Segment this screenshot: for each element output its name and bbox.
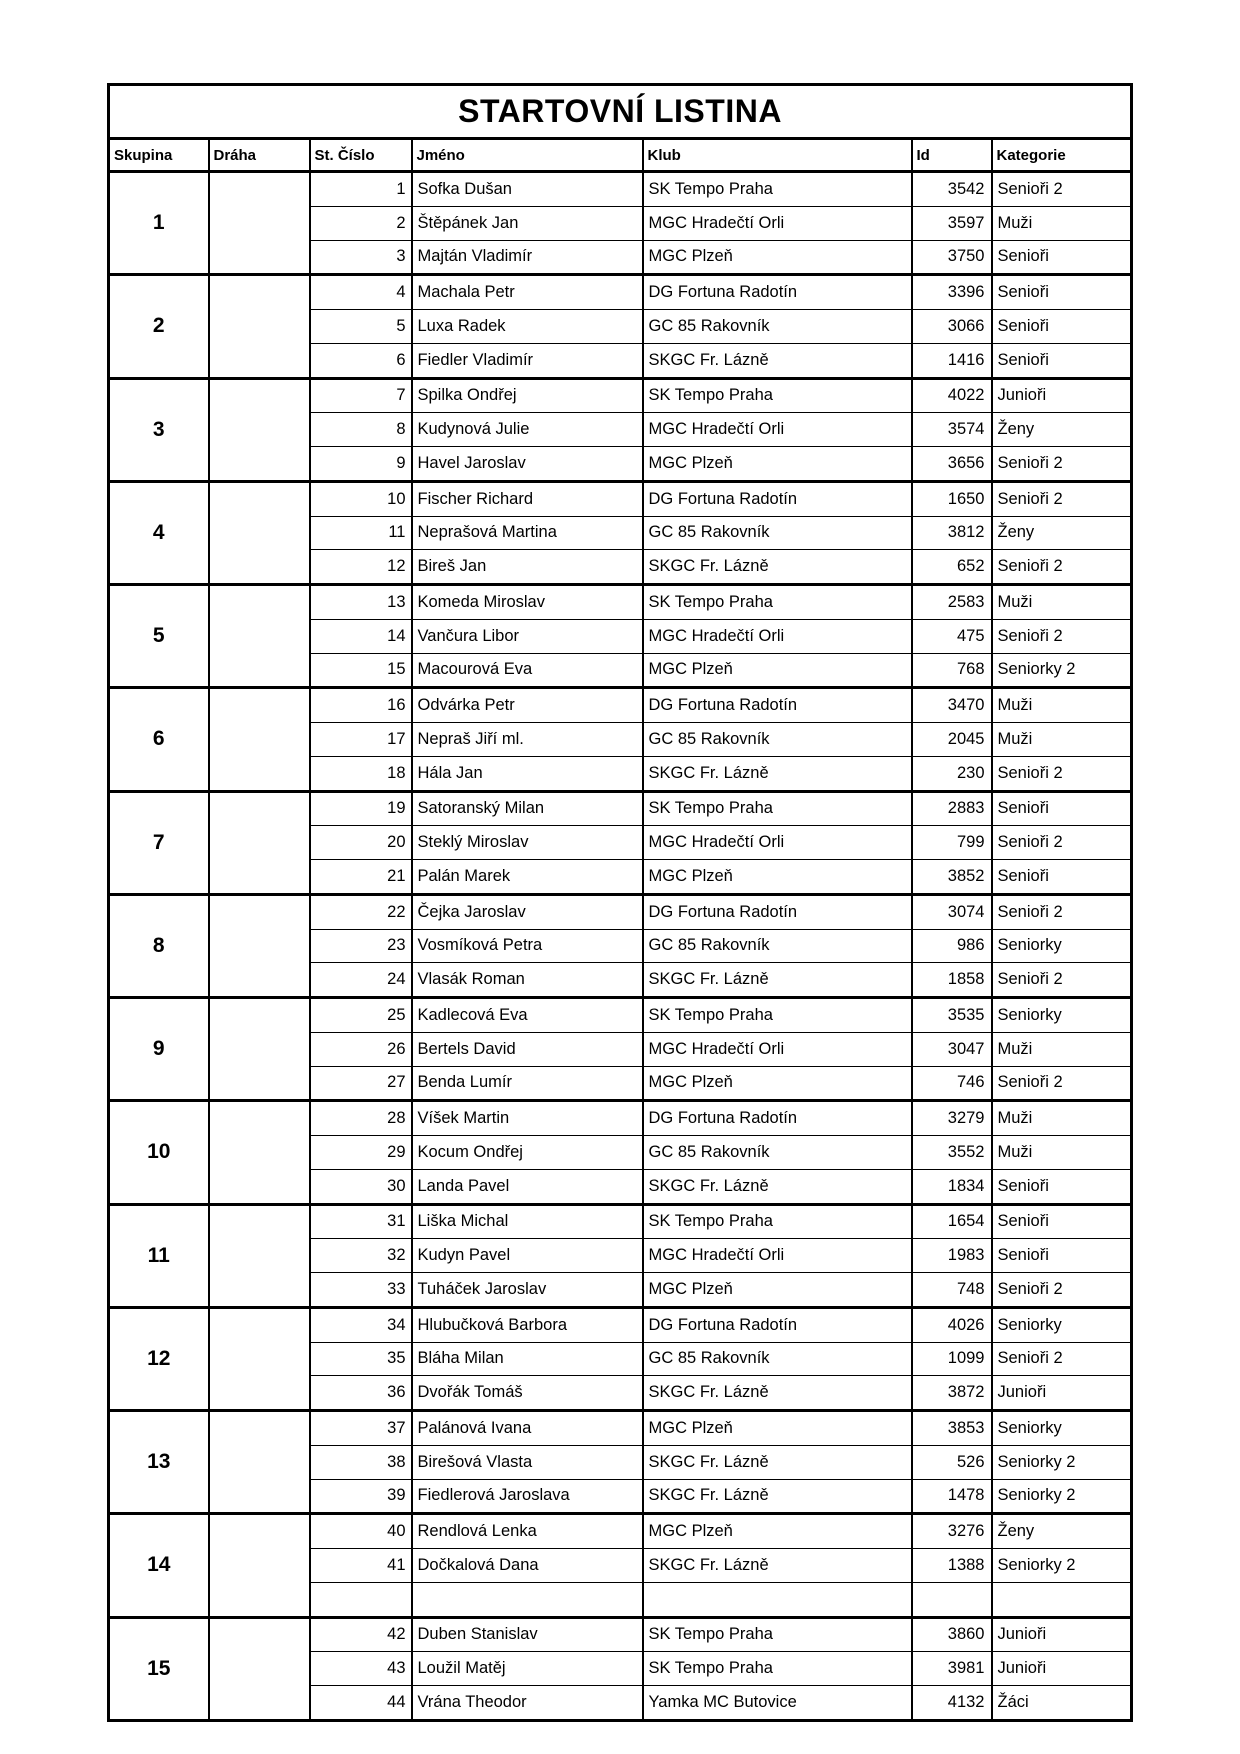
player-name-cell: Kudynová Julie xyxy=(412,413,643,447)
category-cell: Senioři xyxy=(992,860,1132,895)
category-cell: Ženy xyxy=(992,1514,1132,1549)
club-cell: SKGC Fr. Lázně xyxy=(643,1169,912,1204)
category-cell: Senioři 2 xyxy=(992,447,1132,482)
lane-cell xyxy=(209,172,310,275)
category-cell: Žáci xyxy=(992,1686,1132,1721)
start-number-cell: 40 xyxy=(310,1514,412,1549)
lane-cell xyxy=(209,998,310,1101)
id-cell: 3542 xyxy=(912,172,992,207)
category-cell: Seniorky xyxy=(992,998,1132,1033)
club-cell: MGC Hradečtí Orli xyxy=(643,1032,912,1066)
start-number-cell: 24 xyxy=(310,963,412,998)
group-number-cell: 7 xyxy=(109,791,209,894)
club-cell: SKGC Fr. Lázně xyxy=(643,1549,912,1583)
start-number-cell: 42 xyxy=(310,1617,412,1652)
club-cell: MGC Hradečtí Orli xyxy=(643,206,912,240)
id-cell: 3276 xyxy=(912,1514,992,1549)
club-cell: SK Tempo Praha xyxy=(643,998,912,1033)
club-cell: SKGC Fr. Lázně xyxy=(643,1376,912,1411)
column-header-row xyxy=(109,139,1132,172)
start-number-cell: 21 xyxy=(310,860,412,895)
id-cell: 1983 xyxy=(912,1239,992,1273)
player-name-cell: Komeda Miroslav xyxy=(412,585,643,620)
group-number-cell: 8 xyxy=(109,894,209,997)
id-cell: 3597 xyxy=(912,206,992,240)
table-row xyxy=(109,1307,1132,1342)
player-name-cell: Tuháček Jaroslav xyxy=(412,1273,643,1308)
player-name-cell: Liška Michal xyxy=(412,1204,643,1239)
id-cell: 475 xyxy=(912,619,992,653)
club-cell: GC 85 Rakovník xyxy=(643,516,912,550)
table-row xyxy=(109,1101,1132,1136)
id-cell: 3872 xyxy=(912,1376,992,1411)
lane-cell xyxy=(209,1101,310,1204)
start-number-cell: 18 xyxy=(310,756,412,791)
id-cell: 3470 xyxy=(912,688,992,723)
player-name-cell: Majtán Vladimír xyxy=(412,240,643,275)
player-name-cell: Fischer Richard xyxy=(412,481,643,516)
category-cell: Senioři 2 xyxy=(992,963,1132,998)
category-cell: Seniorky 2 xyxy=(992,1479,1132,1514)
club-cell: MGC Plzeň xyxy=(643,653,912,688)
player-name-cell: Dočkalová Dana xyxy=(412,1549,643,1583)
table-row xyxy=(109,275,1132,310)
start-number-cell: 12 xyxy=(310,550,412,585)
group-number-cell: 10 xyxy=(109,1101,209,1204)
category-cell: Seniorky 2 xyxy=(992,1445,1132,1479)
player-name-cell: Sofka Dušan xyxy=(412,172,643,207)
club-cell: SK Tempo Praha xyxy=(643,585,912,620)
club-cell: SK Tempo Praha xyxy=(643,172,912,207)
start-number-cell: 34 xyxy=(310,1307,412,1342)
start-number-cell: 11 xyxy=(310,516,412,550)
player-name-cell: Nepraš Jiří ml. xyxy=(412,723,643,757)
club-cell: SKGC Fr. Lázně xyxy=(643,1479,912,1514)
player-name-cell: Hála Jan xyxy=(412,756,643,791)
player-name-cell: Landa Pavel xyxy=(412,1169,643,1204)
player-name-cell: Steklý Miroslav xyxy=(412,826,643,860)
group-number-cell: 1 xyxy=(109,172,209,275)
id-cell: 1416 xyxy=(912,343,992,378)
club-cell: MGC Plzeň xyxy=(643,447,912,482)
category-cell: Senioři xyxy=(992,310,1132,344)
category-cell: Seniorky xyxy=(992,1411,1132,1446)
start-number-cell xyxy=(310,1582,412,1617)
id-cell: 3552 xyxy=(912,1136,992,1170)
player-name-cell: Machala Petr xyxy=(412,275,643,310)
club-cell: SK Tempo Praha xyxy=(643,378,912,413)
id-cell: 3812 xyxy=(912,516,992,550)
lane-cell xyxy=(209,1411,310,1514)
category-cell: Seniorky xyxy=(992,1307,1132,1342)
header-jmeno: Jméno xyxy=(412,139,643,172)
id-cell: 1650 xyxy=(912,481,992,516)
player-name-cell: Palán Marek xyxy=(412,860,643,895)
id-cell: 3981 xyxy=(912,1652,992,1686)
player-name-cell: Víšek Martin xyxy=(412,1101,643,1136)
club-cell: GC 85 Rakovník xyxy=(643,1342,912,1376)
start-number-cell: 23 xyxy=(310,929,412,963)
club-cell: MGC Plzeň xyxy=(643,240,912,275)
id-cell: 3074 xyxy=(912,894,992,929)
player-name-cell: Duben Stanislav xyxy=(412,1617,643,1652)
start-number-cell: 33 xyxy=(310,1273,412,1308)
club-cell: DG Fortuna Radotín xyxy=(643,1307,912,1342)
start-number-cell: 5 xyxy=(310,310,412,344)
table-row xyxy=(109,1411,1132,1446)
player-name-cell: Kudyn Pavel xyxy=(412,1239,643,1273)
category-cell: Seniorky xyxy=(992,929,1132,963)
category-cell: Senioři 2 xyxy=(992,1342,1132,1376)
start-number-cell: 9 xyxy=(310,447,412,482)
player-name-cell: Spilka Ondřej xyxy=(412,378,643,413)
category-cell: Senioři xyxy=(992,275,1132,310)
club-cell: SKGC Fr. Lázně xyxy=(643,550,912,585)
start-number-cell: 28 xyxy=(310,1101,412,1136)
lane-cell xyxy=(209,585,310,688)
start-number-cell: 15 xyxy=(310,653,412,688)
group-number-cell: 3 xyxy=(109,378,209,481)
page-title: STARTOVNÍ LISTINA xyxy=(109,85,1132,139)
group-number-cell: 5 xyxy=(109,585,209,688)
id-cell: 3656 xyxy=(912,447,992,482)
player-name-cell: Neprašová Martina xyxy=(412,516,643,550)
lane-cell xyxy=(209,1617,310,1720)
player-name-cell: Havel Jaroslav xyxy=(412,447,643,482)
header-id: Id xyxy=(912,139,992,172)
group-number-cell: 15 xyxy=(109,1617,209,1720)
player-name-cell: Bertels David xyxy=(412,1032,643,1066)
club-cell: MGC Plzeň xyxy=(643,1411,912,1446)
id-cell: 1858 xyxy=(912,963,992,998)
lane-cell xyxy=(209,1514,310,1617)
category-cell: Junioři xyxy=(992,378,1132,413)
start-number-cell: 41 xyxy=(310,1549,412,1583)
club-cell: SK Tempo Praha xyxy=(643,1652,912,1686)
id-cell: 986 xyxy=(912,929,992,963)
lane-cell xyxy=(209,481,310,584)
club-cell xyxy=(643,1582,912,1617)
player-name-cell: Vančura Libor xyxy=(412,619,643,653)
lane-cell xyxy=(209,791,310,894)
club-cell: MGC Plzeň xyxy=(643,860,912,895)
id-cell: 746 xyxy=(912,1066,992,1101)
table-row xyxy=(109,688,1132,723)
id-cell: 768 xyxy=(912,653,992,688)
id-cell xyxy=(912,1582,992,1617)
start-number-cell: 6 xyxy=(310,343,412,378)
club-cell: MGC Plzeň xyxy=(643,1514,912,1549)
player-name-cell: Birešová Vlasta xyxy=(412,1445,643,1479)
start-number-cell: 3 xyxy=(310,240,412,275)
start-number-cell: 39 xyxy=(310,1479,412,1514)
start-number-cell: 32 xyxy=(310,1239,412,1273)
group-number-cell: 9 xyxy=(109,998,209,1101)
club-cell: SKGC Fr. Lázně xyxy=(643,756,912,791)
start-number-cell: 4 xyxy=(310,275,412,310)
group-number-cell: 14 xyxy=(109,1514,209,1617)
group-number-cell: 4 xyxy=(109,481,209,584)
club-cell: SKGC Fr. Lázně xyxy=(643,1445,912,1479)
club-cell: GC 85 Rakovník xyxy=(643,723,912,757)
category-cell: Muži xyxy=(992,1101,1132,1136)
group-number-cell: 13 xyxy=(109,1411,209,1514)
id-cell: 3279 xyxy=(912,1101,992,1136)
player-name-cell: Benda Lumír xyxy=(412,1066,643,1101)
start-number-cell: 22 xyxy=(310,894,412,929)
start-number-cell: 25 xyxy=(310,998,412,1033)
club-cell: MGC Hradečtí Orli xyxy=(643,1239,912,1273)
table-row xyxy=(109,172,1132,207)
category-cell: Seniorky 2 xyxy=(992,1549,1132,1583)
id-cell: 1388 xyxy=(912,1549,992,1583)
id-cell: 2583 xyxy=(912,585,992,620)
category-cell: Seniorky 2 xyxy=(992,653,1132,688)
header-st-cislo: St. Číslo xyxy=(310,139,412,172)
id-cell: 1834 xyxy=(912,1169,992,1204)
start-number-cell: 43 xyxy=(310,1652,412,1686)
id-cell: 1099 xyxy=(912,1342,992,1376)
start-number-cell: 35 xyxy=(310,1342,412,1376)
start-number-cell: 20 xyxy=(310,826,412,860)
id-cell: 3853 xyxy=(912,1411,992,1446)
category-cell xyxy=(992,1582,1132,1617)
table-row xyxy=(109,1204,1132,1239)
start-number-cell: 16 xyxy=(310,688,412,723)
table-row xyxy=(109,894,1132,929)
id-cell: 3574 xyxy=(912,413,992,447)
lane-cell xyxy=(209,1307,310,1410)
group-number-cell: 12 xyxy=(109,1307,209,1410)
player-name-cell: Luxa Radek xyxy=(412,310,643,344)
player-name-cell: Dvořák Tomáš xyxy=(412,1376,643,1411)
id-cell: 3852 xyxy=(912,860,992,895)
club-cell: SKGC Fr. Lázně xyxy=(643,963,912,998)
start-number-cell: 36 xyxy=(310,1376,412,1411)
lane-cell xyxy=(209,275,310,378)
header-klub: Klub xyxy=(643,139,912,172)
start-list-body xyxy=(109,172,1132,1721)
category-cell: Senioři xyxy=(992,1239,1132,1273)
table-row xyxy=(109,585,1132,620)
category-cell: Junioři xyxy=(992,1376,1132,1411)
id-cell: 3047 xyxy=(912,1032,992,1066)
category-cell: Ženy xyxy=(992,413,1132,447)
category-cell: Ženy xyxy=(992,516,1132,550)
header-skupina: Skupina xyxy=(109,139,209,172)
player-name-cell: Rendlová Lenka xyxy=(412,1514,643,1549)
group-number-cell: 2 xyxy=(109,275,209,378)
category-cell: Muži xyxy=(992,723,1132,757)
table-row xyxy=(109,378,1132,413)
category-cell: Senioři 2 xyxy=(992,172,1132,207)
player-name-cell: Fiedler Vladimír xyxy=(412,343,643,378)
category-cell: Senioři 2 xyxy=(992,481,1132,516)
club-cell: DG Fortuna Radotín xyxy=(643,688,912,723)
club-cell: MGC Hradečtí Orli xyxy=(643,413,912,447)
player-name-cell: Satoranský Milan xyxy=(412,791,643,826)
start-number-cell: 30 xyxy=(310,1169,412,1204)
header-draha: Dráha xyxy=(209,139,310,172)
title-row xyxy=(109,85,1132,139)
club-cell: GC 85 Rakovník xyxy=(643,310,912,344)
start-number-cell: 1 xyxy=(310,172,412,207)
player-name-cell: Fiedlerová Jaroslava xyxy=(412,1479,643,1514)
club-cell: Yamka MC Butovice xyxy=(643,1686,912,1721)
club-cell: DG Fortuna Radotín xyxy=(643,275,912,310)
group-number-cell: 6 xyxy=(109,688,209,791)
category-cell: Senioři xyxy=(992,240,1132,275)
category-cell: Senioři 2 xyxy=(992,826,1132,860)
player-name-cell: Odvárka Petr xyxy=(412,688,643,723)
lane-cell xyxy=(209,688,310,791)
club-cell: GC 85 Rakovník xyxy=(643,929,912,963)
start-number-cell: 27 xyxy=(310,1066,412,1101)
start-number-cell: 19 xyxy=(310,791,412,826)
club-cell: SK Tempo Praha xyxy=(643,791,912,826)
category-cell: Senioři 2 xyxy=(992,894,1132,929)
player-name-cell: Vosmíková Petra xyxy=(412,929,643,963)
start-number-cell: 26 xyxy=(310,1032,412,1066)
club-cell: MGC Plzeň xyxy=(643,1066,912,1101)
player-name-cell: Bláha Milan xyxy=(412,1342,643,1376)
id-cell: 230 xyxy=(912,756,992,791)
id-cell: 4132 xyxy=(912,1686,992,1721)
player-name-cell: Kocum Ondřej xyxy=(412,1136,643,1170)
lane-cell xyxy=(209,894,310,997)
start-number-cell: 44 xyxy=(310,1686,412,1721)
category-cell: Senioři xyxy=(992,1169,1132,1204)
start-list-table xyxy=(107,83,1133,1722)
lane-cell xyxy=(209,378,310,481)
category-cell: Senioři xyxy=(992,791,1132,826)
id-cell: 4022 xyxy=(912,378,992,413)
player-name-cell: Čejka Jaroslav xyxy=(412,894,643,929)
start-number-cell: 7 xyxy=(310,378,412,413)
club-cell: GC 85 Rakovník xyxy=(643,1136,912,1170)
table-row xyxy=(109,791,1132,826)
category-cell: Junioři xyxy=(992,1617,1132,1652)
club-cell: SK Tempo Praha xyxy=(643,1617,912,1652)
id-cell: 3535 xyxy=(912,998,992,1033)
category-cell: Senioři 2 xyxy=(992,550,1132,585)
start-number-cell: 17 xyxy=(310,723,412,757)
start-number-cell: 31 xyxy=(310,1204,412,1239)
lane-cell xyxy=(209,1204,310,1307)
club-cell: MGC Plzeň xyxy=(643,1273,912,1308)
id-cell: 1478 xyxy=(912,1479,992,1514)
category-cell: Senioři 2 xyxy=(992,756,1132,791)
start-number-cell: 37 xyxy=(310,1411,412,1446)
player-name-cell xyxy=(412,1582,643,1617)
id-cell: 2045 xyxy=(912,723,992,757)
category-cell: Muži xyxy=(992,206,1132,240)
id-cell: 1654 xyxy=(912,1204,992,1239)
id-cell: 3860 xyxy=(912,1617,992,1652)
player-name-cell: Kadlecová Eva xyxy=(412,998,643,1033)
club-cell: DG Fortuna Radotín xyxy=(643,481,912,516)
id-cell: 748 xyxy=(912,1273,992,1308)
club-cell: DG Fortuna Radotín xyxy=(643,1101,912,1136)
start-list-sheet xyxy=(107,83,1133,1722)
player-name-cell: Štěpánek Jan xyxy=(412,206,643,240)
player-name-cell: Palánová Ivana xyxy=(412,1411,643,1446)
player-name-cell: Loužil Matěj xyxy=(412,1652,643,1686)
table-row xyxy=(109,481,1132,516)
start-number-cell: 2 xyxy=(310,206,412,240)
start-number-cell: 10 xyxy=(310,481,412,516)
category-cell: Muži xyxy=(992,1136,1132,1170)
header-kategorie: Kategorie xyxy=(992,139,1132,172)
id-cell: 526 xyxy=(912,1445,992,1479)
id-cell: 3066 xyxy=(912,310,992,344)
club-cell: DG Fortuna Radotín xyxy=(643,894,912,929)
start-number-cell: 13 xyxy=(310,585,412,620)
player-name-cell: Hlubučková Barbora xyxy=(412,1307,643,1342)
table-row xyxy=(109,1514,1132,1549)
category-cell: Senioři 2 xyxy=(992,1273,1132,1308)
category-cell: Senioři xyxy=(992,1204,1132,1239)
id-cell: 4026 xyxy=(912,1307,992,1342)
player-name-cell: Bireš Jan xyxy=(412,550,643,585)
start-number-cell: 38 xyxy=(310,1445,412,1479)
id-cell: 3396 xyxy=(912,275,992,310)
id-cell: 2883 xyxy=(912,791,992,826)
id-cell: 652 xyxy=(912,550,992,585)
table-row xyxy=(109,998,1132,1033)
club-cell: SK Tempo Praha xyxy=(643,1204,912,1239)
category-cell: Muži xyxy=(992,688,1132,723)
id-cell: 799 xyxy=(912,826,992,860)
category-cell: Muži xyxy=(992,585,1132,620)
category-cell: Muži xyxy=(992,1032,1132,1066)
table-row xyxy=(109,1617,1132,1652)
club-cell: SKGC Fr. Lázně xyxy=(643,343,912,378)
start-number-cell: 14 xyxy=(310,619,412,653)
category-cell: Junioři xyxy=(992,1652,1132,1686)
start-number-cell: 8 xyxy=(310,413,412,447)
player-name-cell: Vrána Theodor xyxy=(412,1686,643,1721)
player-name-cell: Vlasák Roman xyxy=(412,963,643,998)
id-cell: 3750 xyxy=(912,240,992,275)
group-number-cell: 11 xyxy=(109,1204,209,1307)
club-cell: MGC Hradečtí Orli xyxy=(643,826,912,860)
category-cell: Senioři 2 xyxy=(992,1066,1132,1101)
category-cell: Senioři xyxy=(992,343,1132,378)
player-name-cell: Macourová Eva xyxy=(412,653,643,688)
club-cell: MGC Hradečtí Orli xyxy=(643,619,912,653)
start-number-cell: 29 xyxy=(310,1136,412,1170)
category-cell: Senioři 2 xyxy=(992,619,1132,653)
